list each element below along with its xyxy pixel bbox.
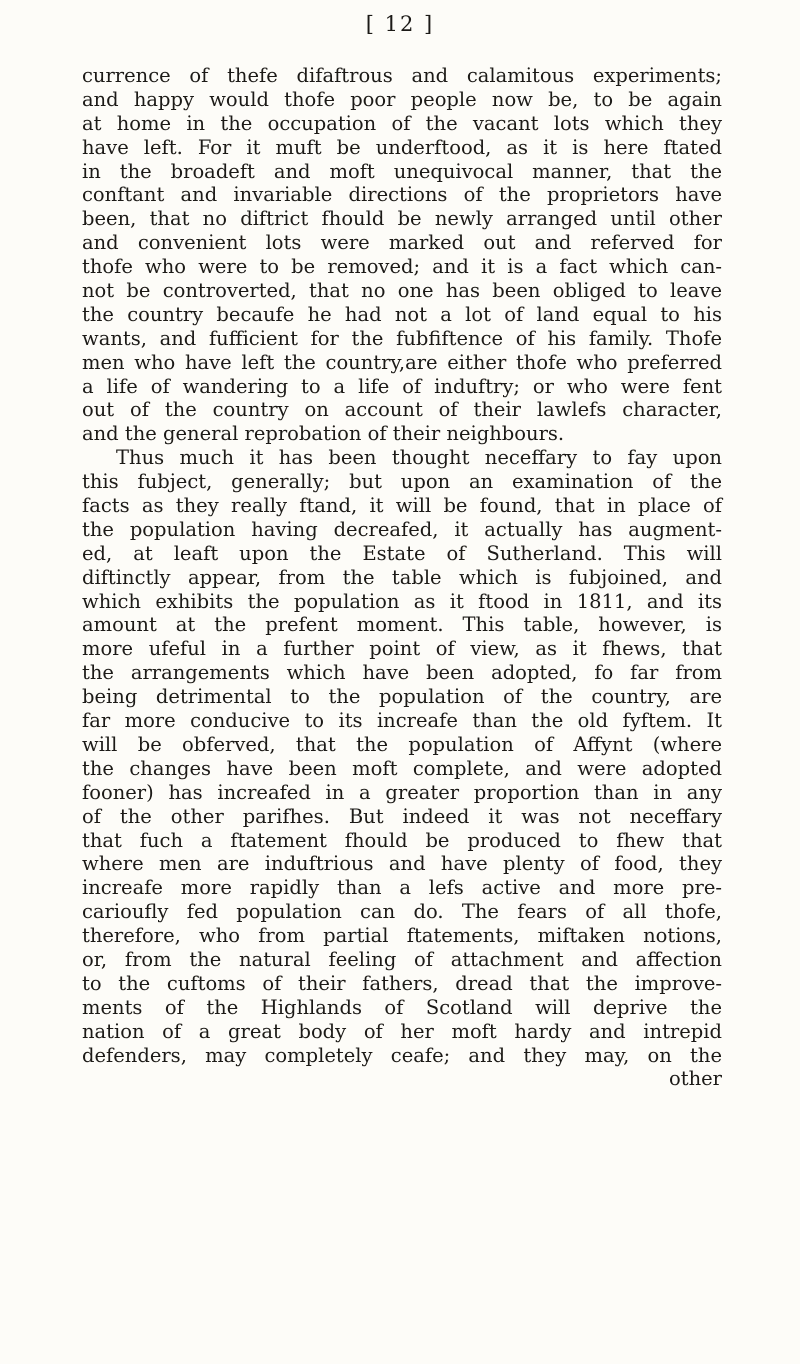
text-line: at home in the occupation of the vacant lots which they: [82, 111, 722, 135]
text-line: ments of the Highlands of Scotland will deprive the: [82, 995, 722, 1019]
text-line: men who have left the country,are either thofe who preferred: [82, 350, 722, 374]
text-line: fooner) has increafed in a greater proportion than in any: [82, 780, 722, 804]
text-line: a life of wandering to a life of induftry; or who were fent: [82, 374, 722, 398]
text-line: thofe who were to be removed; and it is a fact which can-: [82, 255, 722, 279]
text-line: not be controverted, that no one has been obliged to leave: [82, 279, 722, 303]
text-line: been, that no diftrict fhould be newly arranged until other: [82, 207, 722, 231]
text-line: wants, and fufficient for the fubfiftence of his family. Thofe: [82, 326, 722, 350]
text-line: increafe more rapidly than a lefs active and more pre-: [82, 876, 722, 900]
text-line: which exhibits the population as it ftood in 1811, and its: [82, 589, 722, 613]
text-line: of the other parifhes. But indeed it was not neceffary: [82, 804, 722, 828]
text-line: the country becaufe he had not a lot of land equal to his: [82, 302, 722, 326]
text-line: or, from the natural feeling of attachment and affection: [82, 947, 722, 971]
text-line: therefore, who from partial ftatements, miftaken notions,: [82, 924, 722, 948]
text-line: ed, at leaft upon the Estate of Sutherland. This will: [82, 541, 722, 565]
text-line: diftinctly appear, from the table which is fubjoined, and: [82, 565, 722, 589]
text-line: in the broadeft and moft unequivocal manner, that the: [82, 159, 722, 183]
text-line: facts as they really ftand, it will be found, that in place of: [82, 494, 722, 518]
text-line: and the general reprobation of their neighbours.: [82, 422, 565, 446]
text-line: this fubject, generally; but upon an examination of the: [82, 470, 722, 494]
text-line: defenders, may completely ceafe; and they may, on the: [82, 1043, 722, 1067]
text-line: the population having decreafed, it actually has augment-: [82, 517, 722, 541]
text-line: the arrangements which have been adopted, fo far from: [82, 661, 722, 685]
text-line: where men are induftrious and have plenty of food, they: [82, 852, 722, 876]
text-line: have left. For it muft be underftood, as it is here ftated: [82, 135, 722, 159]
text-line: to the cuftoms of their fathers, dread that the improve-: [82, 971, 722, 995]
text-line: that fuch a ftatement fhould be produced to fhew that: [82, 828, 722, 852]
text-line: amount at the prefent moment. This table, however, is: [82, 613, 722, 637]
text-line: out of the country on account of their lawlefs character,: [82, 398, 722, 422]
page-number: [ 12 ]: [365, 12, 435, 36]
text-line: nation of a great body of her moft hardy and intrepid: [82, 1019, 722, 1043]
text-line: and happy would thofe poor people now be, to be again: [82, 87, 722, 111]
catchword: other: [669, 1067, 722, 1091]
text-line: and convenient lots were marked out and referved for: [82, 231, 722, 255]
text-line: being detrimental to the population of the country, are: [82, 685, 722, 709]
text-line: carioufly fed population can do. The fears of all thofe,: [82, 900, 722, 924]
text-line: Thus much it has been thought neceffary to fay upon: [116, 446, 722, 470]
text-line: will be obferved, that the population of Affynt (where: [82, 732, 722, 756]
text-line: the changes have been moft complete, and were adopted: [82, 756, 722, 780]
text-line: currence of thefe difaftrous and calamitous experiments;: [82, 64, 722, 87]
text-line: conftant and invariable directions of the proprietors have: [82, 183, 722, 207]
text-line: more ufeful in a further point of view, as it fhews, that: [82, 637, 722, 661]
body-text: [82, 64, 722, 1091]
text-line: far more conducive to its increafe than the old fyftem. It: [82, 709, 722, 733]
